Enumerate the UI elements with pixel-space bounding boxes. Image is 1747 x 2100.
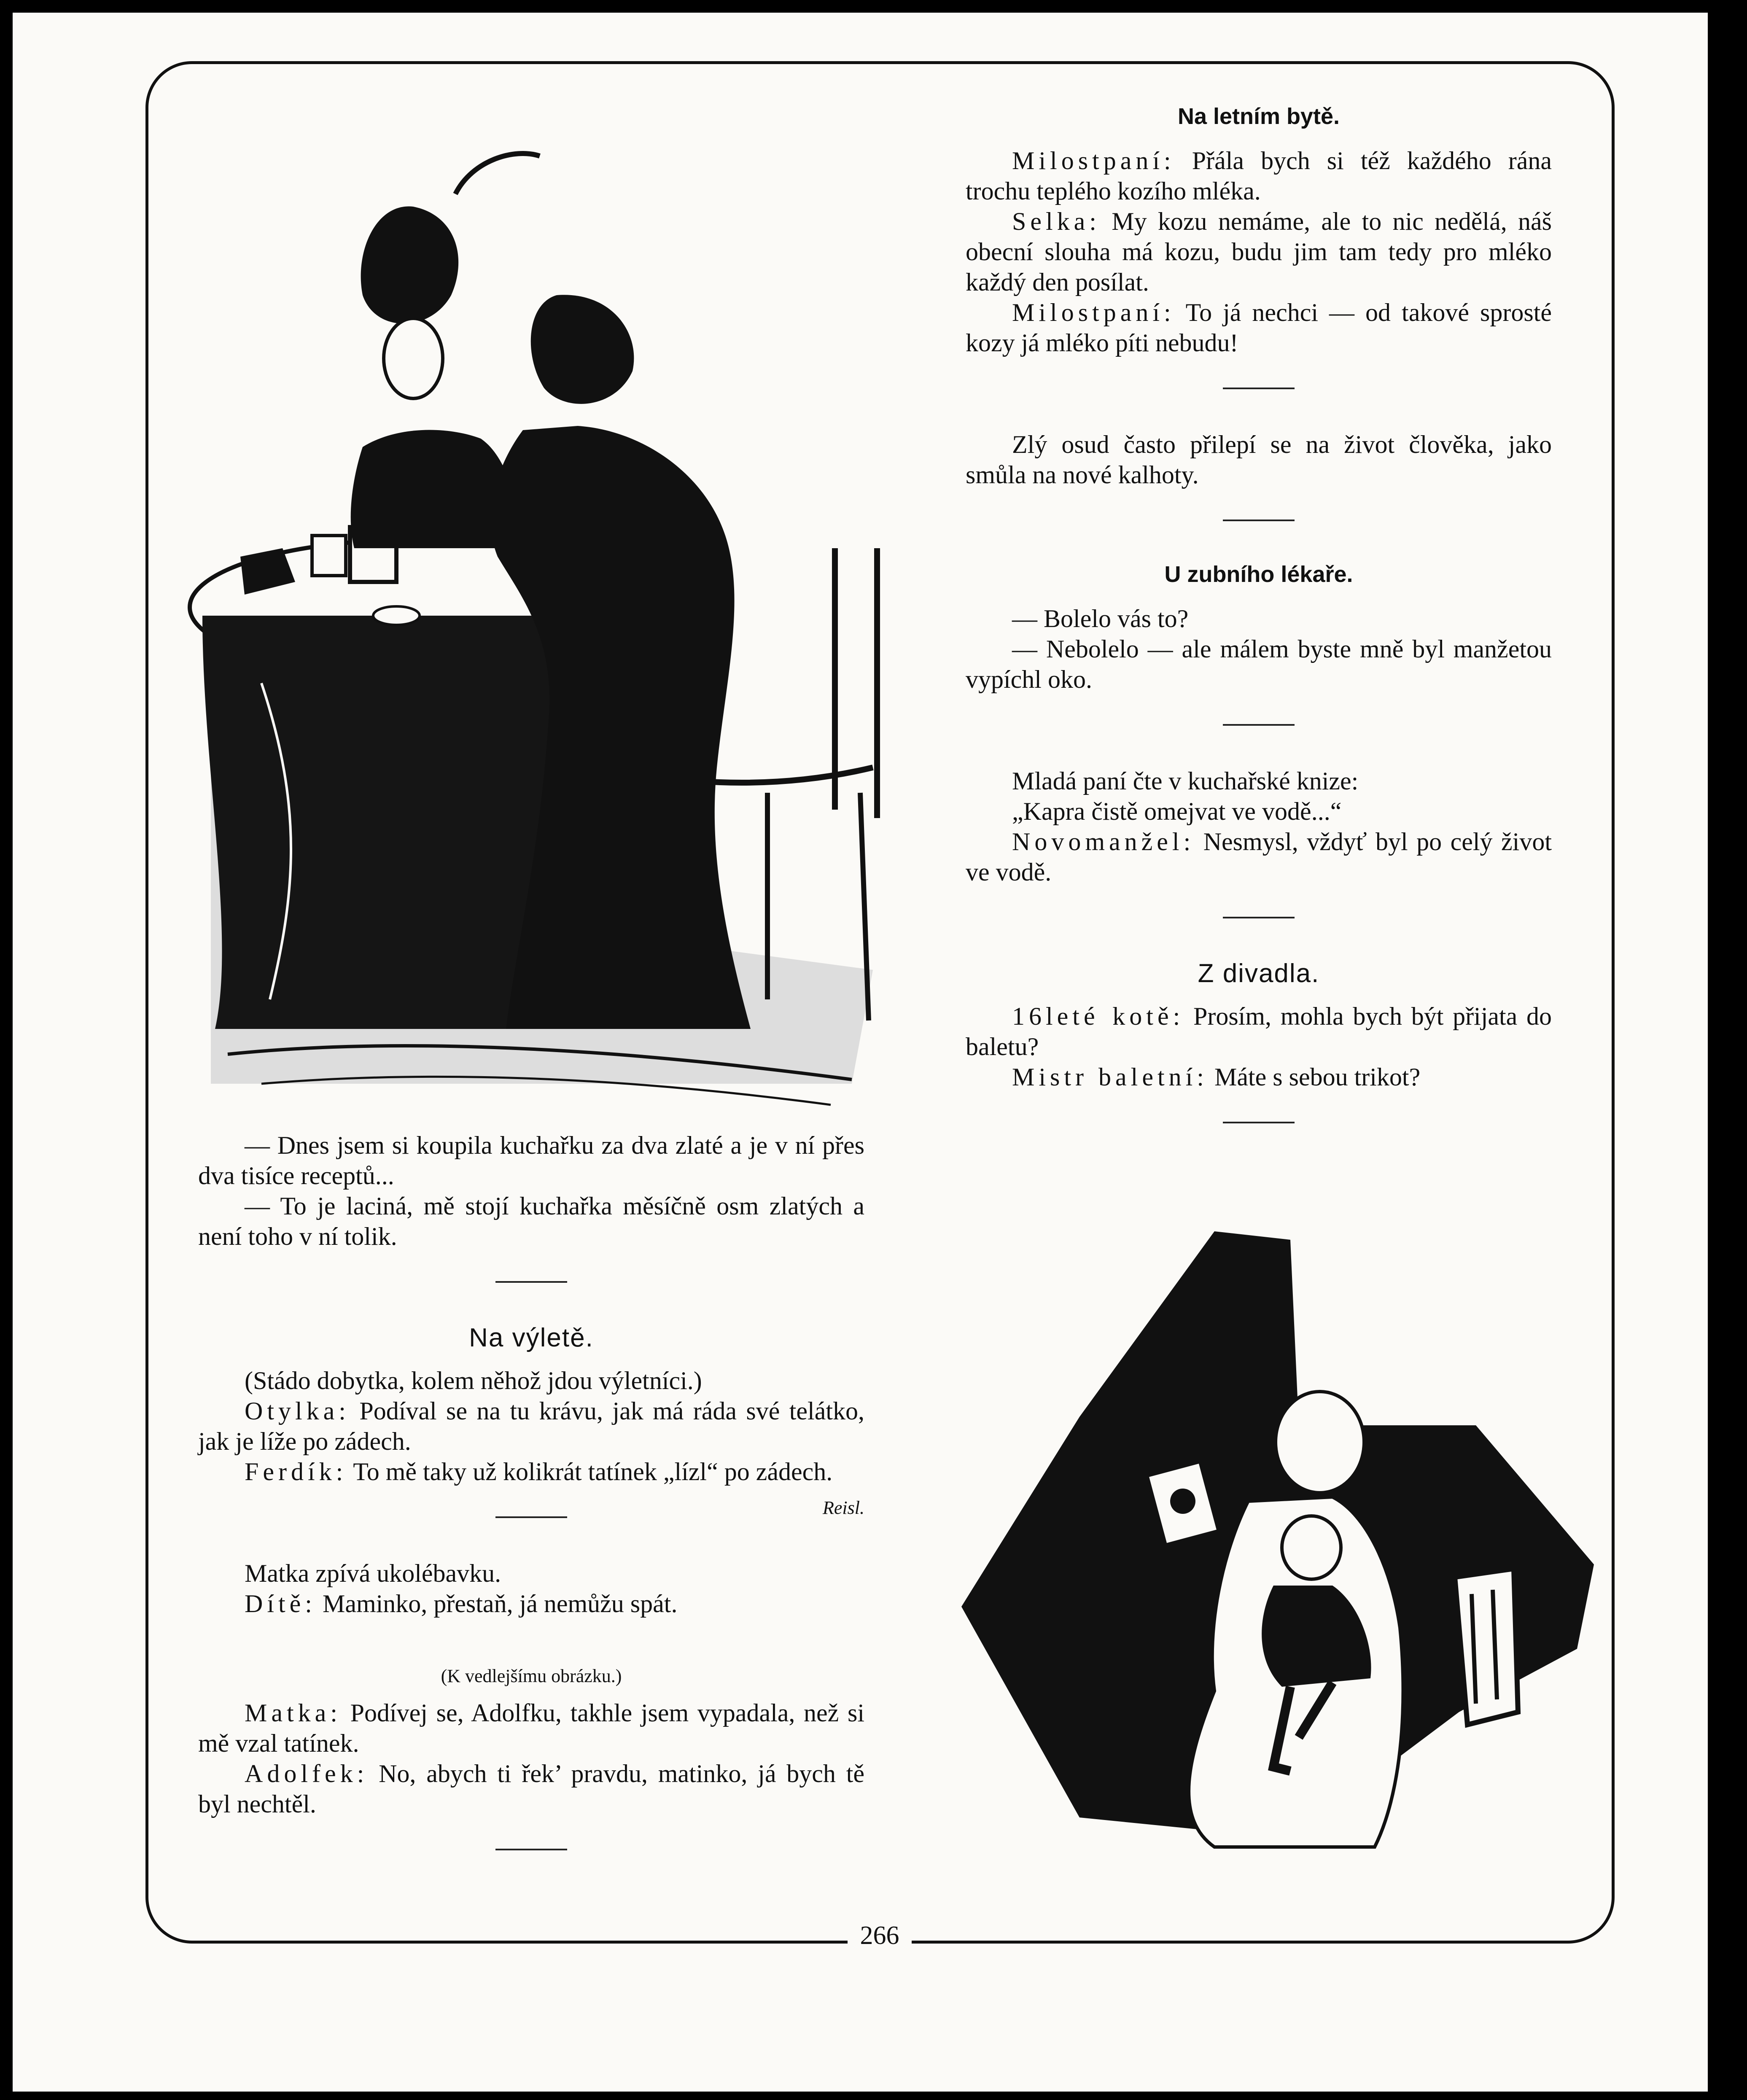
line-text: To mě taky už kolikrát tatínek „lízl“ po zádech. <box>347 1458 833 1486</box>
right-column <box>966 103 1552 1163</box>
dialogue-line <box>198 1758 864 1819</box>
dialogue-line: — Bolelo vás to? <box>1012 605 1189 633</box>
caption-note: (K vedlejšímu obrázku.) <box>441 1666 622 1686</box>
speaker: Novomanžel: <box>1012 828 1195 856</box>
speaker: Selka: <box>1012 207 1101 235</box>
narration: Mladá paní čte v kuchařské knize: <box>1012 767 1359 795</box>
section-divider <box>1223 917 1295 918</box>
stage-note: (Stádo dobytka, kolem něhož jdou výletníci.) <box>245 1367 702 1395</box>
spacer <box>198 1619 864 1665</box>
section-title: Na výletě. <box>469 1323 594 1352</box>
left-column <box>198 1130 864 1890</box>
dialogue-line <box>198 1588 864 1619</box>
line-text: Podívej se, Adolfku, takhle jsem vypadala, než si mě vzal tatínek. <box>198 1699 864 1757</box>
speaker: Ferdík: <box>245 1458 347 1486</box>
dialogue-line <box>198 1457 864 1518</box>
narration: Matka zpívá ukolébavku. <box>245 1559 501 1587</box>
quote: „Kapra čistě omejvat ve vodě...“ <box>1012 797 1342 825</box>
dialogue-line: — To je laciná, mě stojí kuchařka měsíčně osm zlatých a není toho v ní tolik. <box>198 1192 864 1250</box>
section-divider <box>495 1516 567 1518</box>
speaker: 16leté kotě: <box>1012 1002 1184 1030</box>
mother-child-illustration <box>953 1206 1594 1868</box>
section-divider <box>495 1849 567 1850</box>
dialogue-line <box>966 1062 1552 1092</box>
cafe-illustration <box>177 135 902 1117</box>
author-signature: Reisl. <box>823 1497 864 1518</box>
line-text: Máte s sebou trikot? <box>1208 1063 1421 1091</box>
dialogue-line <box>966 206 1552 297</box>
speaker: Matka: <box>245 1699 342 1727</box>
dialogue-line <box>198 1698 864 1758</box>
dialogue-line: — Nebolelo — ale málem byste mně byl manžetou vypíchl oko. <box>966 635 1552 693</box>
line-text: Podíval se na tu krávu, jak má ráda své telátko, jak je líže po zádech. <box>198 1397 864 1455</box>
speaker: Dítě: <box>245 1590 316 1618</box>
line-text: Prosím, mohla bych být přijata do baletu? <box>966 1002 1552 1061</box>
dialogue-line <box>966 1001 1552 1062</box>
dialogue-line <box>198 1396 864 1457</box>
line-text: Maminko, přestaň, já nemůžu spát. <box>316 1590 678 1618</box>
section-title: Na letním bytě. <box>1177 104 1340 129</box>
section-divider <box>1223 724 1295 726</box>
line-text: No, abych ti řek’ pravdu, matinko, já bych tě byl nechtěl. <box>198 1760 864 1818</box>
section-divider <box>1223 520 1295 521</box>
line-text: To já nechci — od takové sprosté kozy já mléko píti nebudu! <box>966 299 1552 357</box>
speaker: Milostpaní: <box>1012 299 1175 326</box>
speaker: Milostpaní: <box>1012 147 1175 175</box>
dialogue-line <box>966 827 1552 887</box>
dialogue-line <box>966 145 1552 206</box>
dialogue-line <box>966 297 1552 358</box>
section-divider <box>495 1281 567 1283</box>
section-divider <box>1223 1122 1295 1123</box>
speaker: Adolfek: <box>245 1760 369 1788</box>
section-title: Z divadla. <box>1198 959 1320 988</box>
aphorism: Zlý osud často přilepí se na život člověka, jako smůla na nové kalhoty. <box>966 431 1552 489</box>
page-number: 266 <box>848 1921 912 1951</box>
speaker: Mistr baletní: <box>1012 1063 1208 1091</box>
section-title: U zubního lékaře. <box>1164 562 1353 587</box>
section-divider <box>1223 388 1295 389</box>
line-text: My kozu nemáme, ale to nic nedělá, náš obecní slouha má kozu, budu jim tam tedy pro mléko každý den posílat. <box>966 207 1552 296</box>
line-text: Nesmysl, vždyť byl po celý život ve vodě. <box>966 828 1552 886</box>
speaker: Otylka: <box>245 1397 350 1425</box>
line-text: Přála bych si též každého rána trochu teplého kozího mléka. <box>966 147 1552 205</box>
dialogue-line: — Dnes jsem si koupila kuchařku za dva zlaté a je v ní přes dva tisíce receptů... <box>198 1131 864 1190</box>
